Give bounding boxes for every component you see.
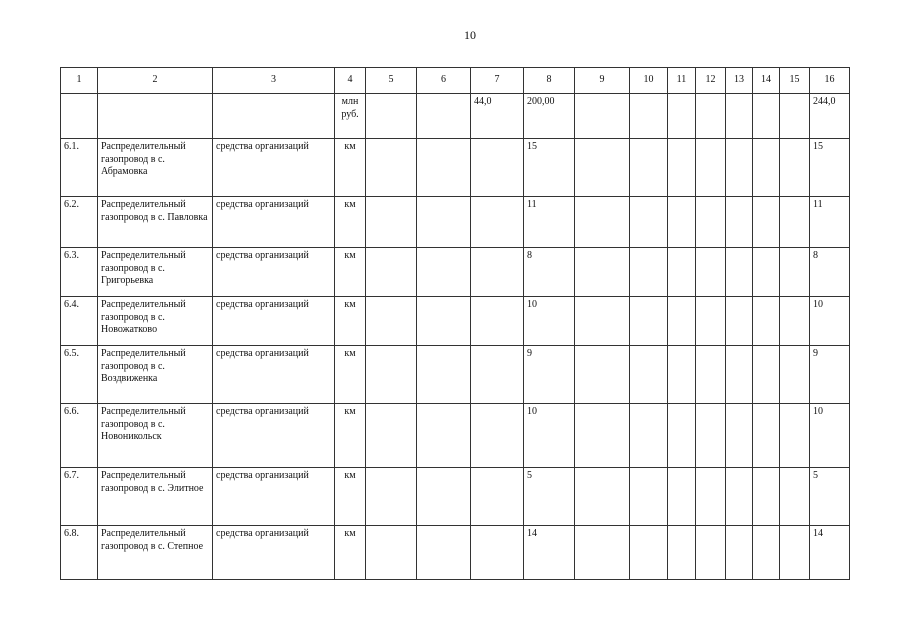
column-header: 8 [524,68,575,94]
cell-col5 [366,197,417,248]
cell-col13 [726,197,753,248]
column-header: 3 [213,68,335,94]
cell-col14 [753,526,780,580]
cell-col11 [668,404,696,468]
column-header: 2 [98,68,213,94]
cell-col16: 15 [810,139,850,197]
column-header: 14 [753,68,780,94]
cell-name: Распределительный газопровод в с. Воздвиженка [98,346,213,404]
cell-col7 [471,526,524,580]
cell-source: средства организаций [213,197,335,248]
cell-name: Распределительный газопровод в с. Павловка [98,197,213,248]
cell-col16: 10 [810,404,850,468]
cell-col14 [753,197,780,248]
cell-col11 [668,297,696,346]
table-row [61,94,850,139]
cell-col12 [696,346,726,404]
table-row [61,197,850,248]
cell-col16: 11 [810,197,850,248]
cell-col14 [753,404,780,468]
cell-col13 [726,94,753,139]
cell-no: 6.6. [61,404,98,468]
cell-col16: 14 [810,526,850,580]
cell-source: средства организаций [213,346,335,404]
cell-col9 [575,346,630,404]
cell-col9 [575,197,630,248]
cell-col7 [471,197,524,248]
cell-source: средства организаций [213,297,335,346]
cell-col12 [696,94,726,139]
cell-col8: 200,00 [524,94,575,139]
cell-col12 [696,526,726,580]
table-row [61,248,850,297]
cell-col8: 14 [524,526,575,580]
cell-unit: км [335,197,366,248]
cell-col15 [780,404,810,468]
cell-no: 6.2. [61,197,98,248]
cell-col8: 11 [524,197,575,248]
cell-col7 [471,404,524,468]
cell-no: 6.7. [61,468,98,526]
cell-col8: 15 [524,139,575,197]
cell-col14 [753,94,780,139]
cell-col15 [780,297,810,346]
cell-col7 [471,248,524,297]
column-header: 1 [61,68,98,94]
cell-col11 [668,468,696,526]
cell-no: 6.1. [61,139,98,197]
cell-col11 [668,248,696,297]
cell-col5 [366,468,417,526]
cell-unit: км [335,526,366,580]
cell-unit: км [335,346,366,404]
cell-col11 [668,346,696,404]
header-row [61,68,850,94]
cell-col7: 44,0 [471,94,524,139]
cell-col6 [417,297,471,346]
cell-name: Распределительный газопровод в с. Григорьевка [98,248,213,297]
cell-col8: 5 [524,468,575,526]
cell-name: Распределительный газопровод в с. Элитное [98,468,213,526]
cell-col9 [575,468,630,526]
cell-col12 [696,404,726,468]
cell-unit: км [335,297,366,346]
cell-name: Распределительный газопровод в с. Степное [98,526,213,580]
cell-col11 [668,94,696,139]
cell-col11 [668,139,696,197]
cell-col12 [696,468,726,526]
column-header: 7 [471,68,524,94]
cell-col14 [753,139,780,197]
cell-name [98,94,213,139]
cell-col10 [630,468,668,526]
cell-col6 [417,139,471,197]
cell-col16: 8 [810,248,850,297]
cell-unit: км [335,139,366,197]
column-header: 10 [630,68,668,94]
cell-col11 [668,526,696,580]
cell-col12 [696,248,726,297]
cell-col10 [630,297,668,346]
cell-col12 [696,139,726,197]
cell-col15 [780,139,810,197]
cell-col13 [726,404,753,468]
cell-col10 [630,197,668,248]
cell-col13 [726,526,753,580]
table-row [61,297,850,346]
column-header: 15 [780,68,810,94]
cell-col6 [417,197,471,248]
column-header: 11 [668,68,696,94]
column-header: 6 [417,68,471,94]
cell-col16: 5 [810,468,850,526]
cell-col10 [630,248,668,297]
cell-col6 [417,346,471,404]
cell-col9 [575,94,630,139]
cell-unit: км [335,468,366,526]
cell-col13 [726,139,753,197]
cell-col5 [366,404,417,468]
cell-name: Распределительный газопровод в с. Абрамовка [98,139,213,197]
table-row [61,526,850,580]
cell-col16: 9 [810,346,850,404]
cell-col7 [471,139,524,197]
column-header: 5 [366,68,417,94]
cell-col8: 9 [524,346,575,404]
cell-col5 [366,297,417,346]
cell-col5 [366,139,417,197]
cell-col10 [630,139,668,197]
cell-name: Распределительный газопровод в с. Новоникольск [98,404,213,468]
cell-source: средства организаций [213,468,335,526]
cell-col12 [696,197,726,248]
cell-col10 [630,404,668,468]
page-number: 10 [464,28,476,42]
cell-source [213,94,335,139]
cell-no [61,94,98,139]
cell-col13 [726,468,753,526]
column-header: 13 [726,68,753,94]
cell-col10 [630,346,668,404]
cell-name: Распределительный газопровод в с. Новожатково [98,297,213,346]
cell-col8: 10 [524,297,575,346]
cell-col15 [780,526,810,580]
data-table [60,67,850,580]
cell-source: средства организаций [213,404,335,468]
cell-col6 [417,468,471,526]
cell-col10 [630,94,668,139]
cell-no: 6.8. [61,526,98,580]
cell-col5 [366,526,417,580]
cell-col7 [471,468,524,526]
cell-col5 [366,346,417,404]
cell-col15 [780,248,810,297]
column-header: 16 [810,68,850,94]
column-header: 12 [696,68,726,94]
cell-col13 [726,297,753,346]
column-header: 4 [335,68,366,94]
cell-unit: км [335,248,366,297]
cell-source: средства организаций [213,248,335,297]
cell-col10 [630,526,668,580]
cell-col9 [575,139,630,197]
cell-col11 [668,197,696,248]
cell-col6 [417,248,471,297]
table-row [61,404,850,468]
cell-col5 [366,94,417,139]
cell-col15 [780,197,810,248]
cell-col13 [726,346,753,404]
cell-col7 [471,346,524,404]
cell-col6 [417,526,471,580]
column-header: 9 [575,68,630,94]
cell-col14 [753,346,780,404]
cell-col15 [780,346,810,404]
cell-col12 [696,297,726,346]
cell-col9 [575,526,630,580]
cell-col13 [726,248,753,297]
table-row [61,139,850,197]
cell-source: средства организаций [213,526,335,580]
cell-source: средства организаций [213,139,335,197]
cell-col14 [753,297,780,346]
cell-no: 6.5. [61,346,98,404]
cell-unit: млн руб. [335,94,366,139]
cell-col14 [753,468,780,526]
cell-col9 [575,297,630,346]
cell-no: 6.4. [61,297,98,346]
table-row [61,346,850,404]
cell-col15 [780,468,810,526]
cell-col15 [780,94,810,139]
cell-col5 [366,248,417,297]
cell-col16: 10 [810,297,850,346]
cell-col16: 244,0 [810,94,850,139]
cell-col6 [417,94,471,139]
cell-col8: 10 [524,404,575,468]
cell-unit: км [335,404,366,468]
cell-col7 [471,297,524,346]
cell-col8: 8 [524,248,575,297]
table-row [61,468,850,526]
cell-no: 6.3. [61,248,98,297]
cell-col14 [753,248,780,297]
cell-col6 [417,404,471,468]
cell-col9 [575,248,630,297]
cell-col9 [575,404,630,468]
